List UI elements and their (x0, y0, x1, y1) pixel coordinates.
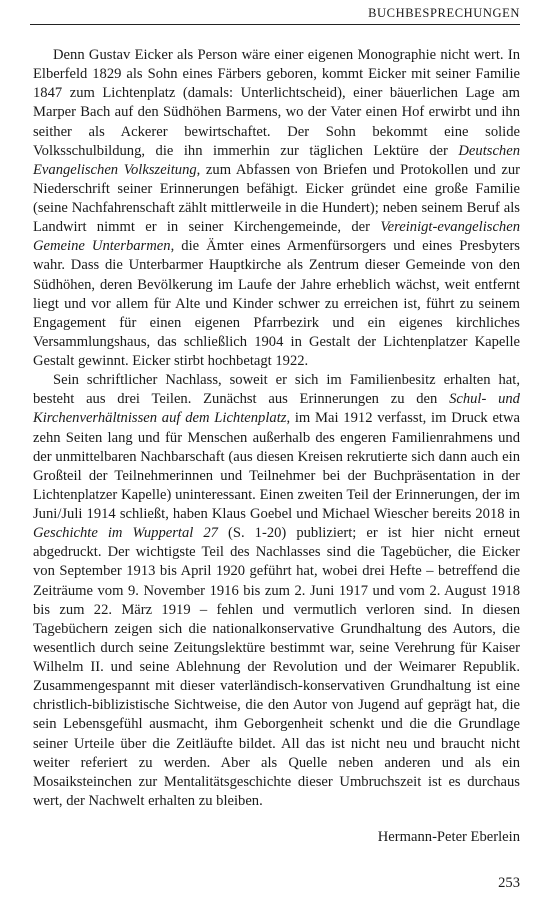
header-rule (30, 24, 520, 25)
paragraph-2-text-b: , im Mai 1912 verfasst, im Druck etwa zehn Seiten lang und für Menschen außerhalb des engeren Familienrahmens und der unmittelbaren Nachbarschaft (aus diesen Kreisen rekrutierte sich dann auch ein Großteil der Teilnehmerinnen und Teilnehmer bei der Buchpräsentation in der Lichtenplatzer Kapelle) uninteressant. Einen zweiten Teil der Erinnerungen, der im Juni/Juli 1914 schließt, haben Klaus Goebel und Michael Wiescher bereits 2018 in (33, 410, 520, 522)
page-header (0, 0, 540, 26)
paragraph-1-text-a: Denn Gustav Eicker als Person wäre einer eigenen Monographie nicht wert. In Elberfeld 1829 als Sohn eines Färbers geboren, kommt Eicker mit seiner Familie 1847 zum Lichtenplatz (damals: Unterlichtscheid), einer bäuerlichen Lage am Marper Bach auf den Südhöhen Barmens, wo der Vater einen Hof erwirbt und ihn seither als Ackerer bewirtschaftet. Der Sohn bekommt eine solide Volksschulbildung, die ihn immerhin zur täglichen Lektüre der (33, 47, 520, 159)
congregation-name: Vereinigt-evangelischen Gemeine Unterbarmen (33, 219, 520, 255)
page-number: 253 (498, 875, 520, 891)
reviewer-signature: Hermann-Peter Eberlein (377, 829, 520, 845)
running-title: BUCHBESPRECHUNGEN (368, 6, 520, 20)
paragraph-1-text-b: , zum Abfassen von Briefen und Protokollen und zur Niederschrift seiner Erinnerungen befähigt. Eicker gründet eine große Familie (seine Nachfahrenschaft zählt mittlerweile in die Hundert); neben seinem Beruf als Landwirt nimmt er in seiner Kirchengemeinde, der (33, 161, 520, 236)
paragraph-1-text-c: , die Ämter eines Armenfürsorgers und eines Presbyters wahr. Dass die Unterbarmer Hauptkirche als Zentrum dieser Gemeinde von den Südhöhen, deren Bevölkerung im Laufe der Jahre erheblich wächst, weit entfernt liegt und vor allem für Alte und Kinder schwer zu erreichen ist, führt zu seinem Engagement für einen eigenen Pfarrbezirk und ein eigenes kirchliches Versammlungshaus, das schließlich 1904 in Gestalt der Lichtenplatzer Kapelle Gestalt gewinnt. Eicker stirbt hochbetagt 1922. (33, 238, 520, 369)
paragraph-2-text-c: (S. 1-20) publiziert; er ist hier nicht erneut abgedruckt. Der wichtigste Teil des Nachlasses sind die Tagebücher, die Eicker von September 1913 bis April 1920 geführt hat, wobei drei Hefte – betreffend die Zeiträume vom 9. November 1916 bis zum 2. Juni 1917 und vom 2. August 1918 bis zum 22. März 1919 – fehlen und vermutlich verloren sind. In diesen Tagebüchern zeigen sich die nationalkonservative Grundhaltung des Autors, die wesentlich durch seine Zeitungslektüre bestimmt war, seine Verehrung für Kaiser Wilhelm II. und seine Ablehnung der Revolution und der Weimarer Republik. Zusammengespannt mit dieser vaterländisch-konservativen Grundhaltung ist eine christlich-biblizistische Sichtweise, die den Autor von Jugend auf geprägt hat, die sein Lebensgefühl ausmacht, ihm Geborgenheit schenkt und die die Grundlage seiner Urteile über die Zeitläufte bildet. All das ist nicht neu und braucht nicht weiter referiert zu werden. Aber als Quelle neben anderen und als ein Mosaiksteinchen zur Mentalitätsgeschichte dieser Umbruchszeit ist es durchaus wert, der Nachwelt erhalten zu bleiben. (33, 525, 520, 809)
paragraph-2-text-a: Sein schriftlicher Nachlass, soweit er sich im Familienbesitz erhalten hat, besteht aus drei Teilen. Zunächst aus Erinnerungen zu den (33, 372, 520, 408)
newspaper-title: Deutschen Evangelischen Volkszeitung (33, 142, 520, 178)
paragraph-1 (33, 46, 520, 371)
paragraph-2 (33, 371, 520, 811)
review-body (33, 46, 520, 811)
memoir-title: Schul- und Kirchenverhältnissen auf dem Lichtenplatz (33, 391, 520, 427)
journal-title: Geschichte im Wuppertal 27 (33, 525, 218, 542)
